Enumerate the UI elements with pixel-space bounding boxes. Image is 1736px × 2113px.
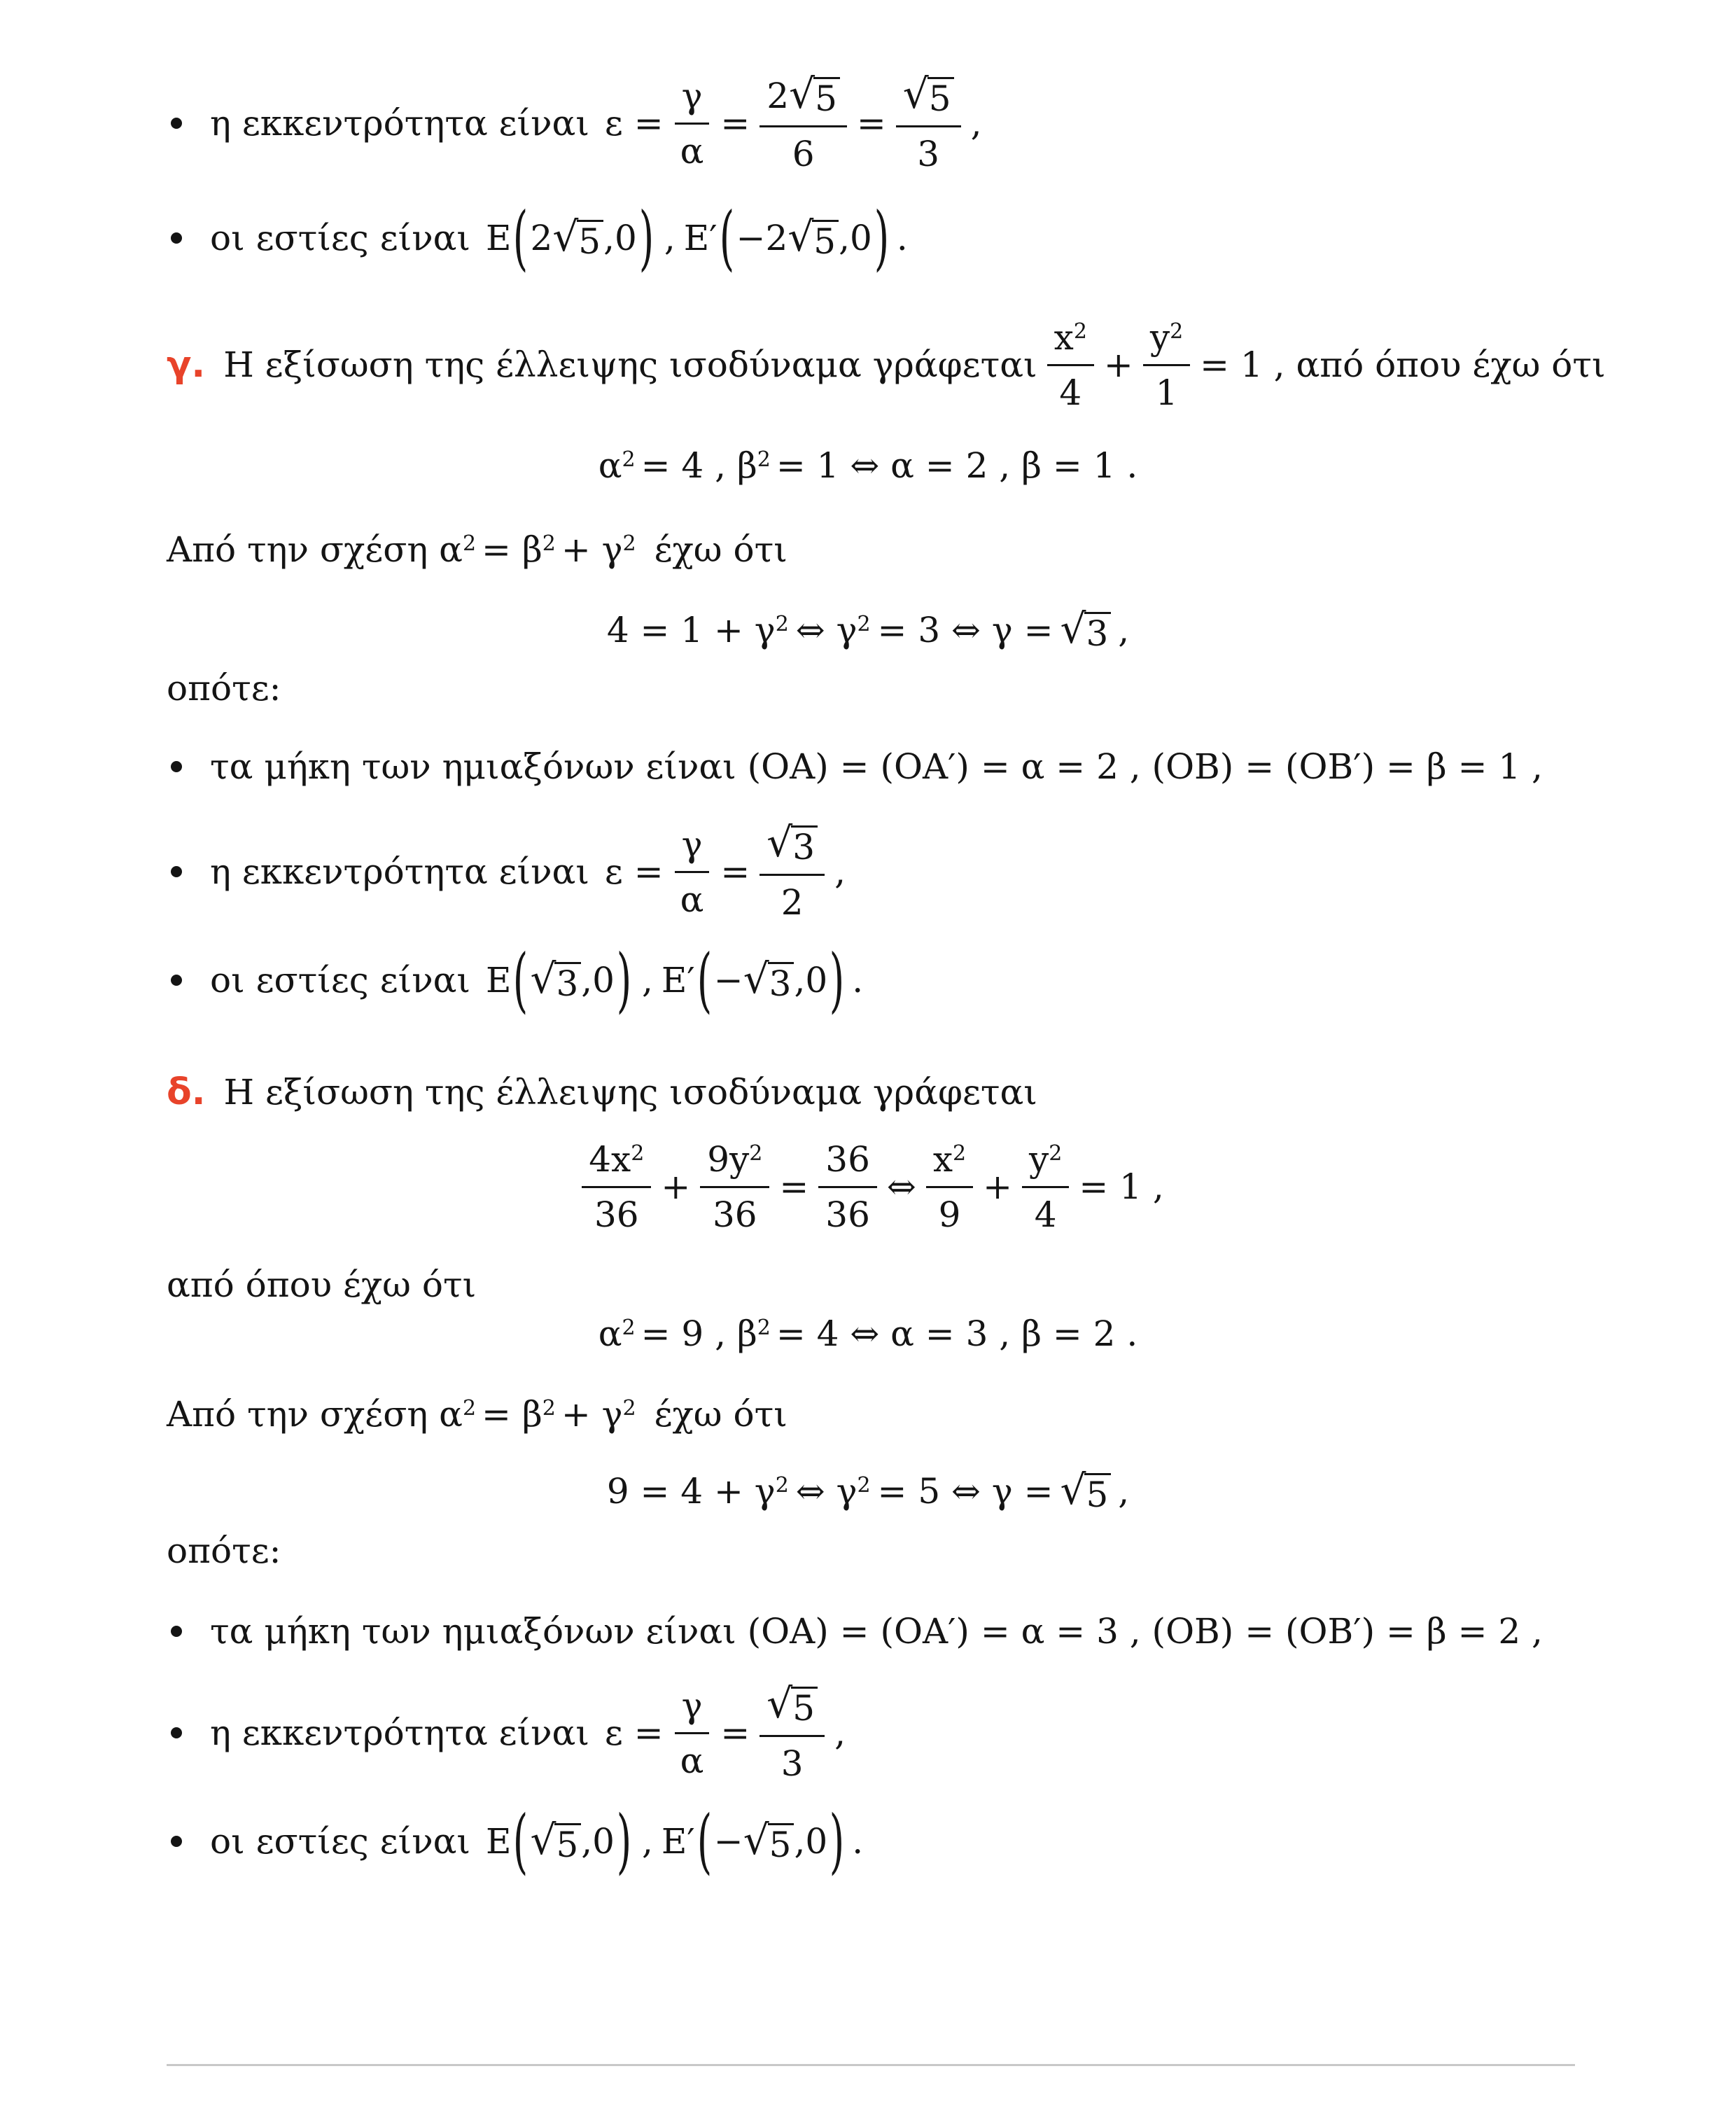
b-ecc-lhs: ε =	[604, 103, 664, 144]
b-eccentricity-line: η εκκεντρότητα είναι ε = $\frac{\gamma}{\alpha}$ = 2 √ 5 6 = √ 5 3 ,	[0, 67, 1736, 179]
sqrt-symbol: √ 3	[1060, 608, 1112, 653]
bullet-icon	[171, 118, 182, 129]
d-label: δ.	[167, 1071, 206, 1113]
d-gamma-line: 9 = 4 + γ $^2$ ⇔ γ $^2$ = 5 ⇔ γ = √ 5 ,	[606, 1465, 1130, 1515]
c-gamma-line: 4 = 1 + γ $^2$ ⇔ γ $^2$ = 3 ⇔ γ = √ 3 ,	[606, 604, 1130, 654]
b-foci-line: οι εστίες είναι E ( 2 √ 5 ,0 ) , E′ ( −2 √ 5 ,0 ) .	[0, 203, 1736, 273]
b-ecc-text: η εκκεντρότητα είναι	[210, 103, 589, 144]
bullet-icon	[171, 975, 182, 986]
c-foci-line: οι εστίες είναι E ( √ 3 ,0 ) , E′ ( − √ 3 ,0 ) .	[0, 945, 1736, 1015]
d-ecc-line: η εκκεντρότητα είναι ε = $\frac{\gamma}{\alpha}$ = √ 5 3 ,	[0, 1677, 1736, 1789]
c-intro-line: γ. Η εξίσωση της έλλειψης ισοδύναμα γράφεται $\frac{x^2}{4}$ + $\frac{y^2}{1}$ = 1 , από όπου έχω ότι	[167, 316, 1606, 413]
sqrt-symbol: √ 5	[789, 73, 840, 118]
sqrt-symbol: √ 5	[743, 1819, 794, 1864]
c-intro: Η εξίσωση της έλλειψης ισοδύναμα γράφεται	[223, 344, 1037, 385]
d-so: οπότε:	[167, 1530, 281, 1571]
c-frac-x: $\frac{x^2}{4}$	[1047, 318, 1094, 412]
d-relation-line: Από την σχέση α $^2$ = β $^2$ + γ $^2$ έχω ότι	[167, 1394, 788, 1435]
d-equation: $\frac{4x^2}{36}$ + $\frac{9y^2}{36}$ = $\frac{36}{36}$ ⇔ $\frac{x^2}{9}$ + $\frac{y^2}{4}$ = 1 ,	[0, 1134, 1736, 1239]
sqrt-symbol: √ 5	[552, 216, 603, 261]
bullet-icon	[171, 1836, 182, 1847]
sqrt-symbol: √ 3	[766, 821, 818, 867]
sqrt-symbol: √ 5	[903, 73, 954, 118]
d-from: από όπου έχω ότι	[167, 1264, 477, 1305]
footer-rule	[167, 2064, 1575, 2066]
sqrt-symbol: √ 5	[766, 1682, 818, 1728]
bullet-icon	[171, 232, 182, 244]
bullet-icon	[171, 866, 182, 877]
c-ecc-line: η εκκεντρότητα είναι ε = $\frac{\gamma}{\alpha}$ = √ 3 2 ,	[0, 816, 1736, 928]
b-ecc-frac-2: 2 √ 5 6	[760, 73, 847, 174]
bullet-icon	[171, 1626, 182, 1637]
d-axes-line: τα μήκη των ημιαξόνων είναι (OA) = (OA′) = α = 3 , (OB) = (OB′) = β = 2 ,	[0, 1607, 1736, 1656]
sqrt-symbol: √ 5	[531, 1819, 582, 1864]
sqrt-symbol: √ 3	[531, 958, 582, 1003]
c-ab-line: α $^2$ = 4 , β $^2$ = 1 ⇔ α = 2 , β = 1 .	[598, 445, 1138, 486]
d-intro-line: δ. Η εξίσωση της έλλειψης ισοδύναμα γράφεται	[167, 1071, 1037, 1113]
c-label: γ.	[167, 344, 206, 386]
d-foci-line: οι εστίες είναι E ( √ 5 ,0 ) , E′ ( − √ 5 ,0 ) .	[0, 1806, 1736, 1876]
b-foci-text: οι εστίες είναι	[210, 218, 470, 258]
bullet-icon	[171, 1727, 182, 1738]
c-relation-line: Από την σχέση α $^2$ = β $^2$ + γ $^2$ έχω ότι	[167, 529, 788, 570]
c-axes-line: τα μήκη των ημιαξόνων είναι (OA) = (OA′) = α = 2 , (OB) = (OB′) = β = 1 ,	[0, 742, 1736, 791]
c-so: οπότε:	[167, 668, 281, 709]
sqrt-symbol: √ 5	[788, 216, 839, 261]
b-ecc-frac-3: √ 5 3	[896, 73, 961, 174]
bullet-icon	[171, 761, 182, 772]
c-frac-y: $\frac{y^2}{1}$	[1143, 318, 1190, 412]
b-ecc-frac-1: $\frac{\gamma}{\alpha}$	[673, 76, 711, 171]
d-ab-line: α $^2$ = 9 , β $^2$ = 4 ⇔ α = 3 , β = 2 .	[598, 1313, 1138, 1354]
sqrt-symbol: √ 5	[1060, 1469, 1112, 1514]
sqrt-symbol: √ 3	[743, 958, 794, 1003]
